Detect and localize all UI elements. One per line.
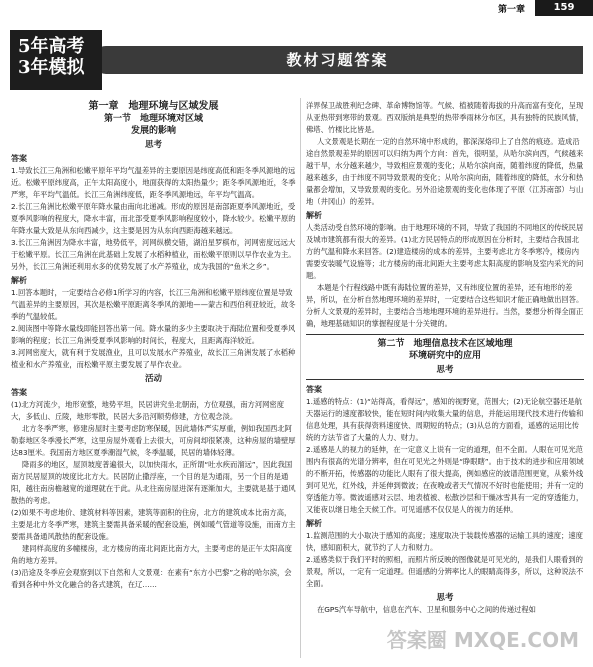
think-heading: 思考	[144, 140, 162, 150]
paragraph: 3.河网密度大，就有利于发展渔业，且可以发展水产养殖业，故长江三角洲发展了水稻种植业和水产养殖业，而松嫩平原主要发展了旱作农业。	[11, 348, 296, 369]
logo-line-2: 3年模拟	[18, 57, 85, 78]
paragraph: 2.遥感类似于我们平时的照相，而照片所反映的图像就是可见光的，是我们人眼看到的景观，所以，一定有一定道理。但遥感的分辨率比人的眼睛高得多，所以，这种说法不全面。	[306, 555, 584, 588]
chapter-tag: 第一章	[497, 5, 525, 15]
paragraph: 1.监测范围的大小取决于感知的高度；速度取决于装载传感器的运输工具的速度；速度快，感知面积大，就节约了人力和财力。	[306, 531, 583, 552]
analysis-label: 解析	[11, 276, 27, 285]
paragraph: 2.遥感是人的视力的延伸，在一定意义上说有一定的道理，但不全面。人眼在可见光范围内有很高的光谱分辨率，但在可见光之外则是“睁眼瞎”。由于技术的进步和应用领域的不断开拓，传感器的功能比人眼有了很大提高，例如感应的波谱范围更宽，从紫外线到可见光，红外线，并延伸到微波；在夜晚或者天气情况不好时也能使用；并有一定的穿透能力等。微波遥感对云层、地表植被、松散沙层和干燥冰雪具有一定的穿透能力，又能夜以继日地全天候工作。可见遥感不仅仅是人的视力的延伸。	[306, 445, 584, 514]
answer-label: 答案	[306, 385, 322, 394]
header	[10, 30, 583, 90]
paragraph: 1.遥感的特点：(1)“站得高，看得远”，感知的视野宽，范围大；(2)无论航空器还是航天器运行的速度都较快，能在短时间内收集大量的信息，并能运用现代技术进行传输和信息处理，具有获得资料速度快、周期短的特点；(3)从总的方面看，遥感的运用比传统的方法节省了大量的人力、财力。	[306, 397, 584, 442]
think-heading-2: 思考	[436, 593, 454, 603]
paragraph: 2.阅读图中等降水量线即能回答出第一问。降水量的多少主要取决于海陆位置和受夏季风影响的程度；长江三角洲受夏季风影响的时间长，程度大，且距离海洋较近。	[11, 324, 296, 345]
paragraph: 人类活动受自然环境的影响。由于地理环境的不同，导致了我国的不同地区的传统民居及城市建筑都有很大的差异。(1)北方民居特点的形成原因在分析时，主要结合我国北方的气温和降水来回答。(2)建造楼房的成本的差异，主要考虑北方冬季寒冷，楼房内需要安装暖气设施等；北方楼房的南北间距大主要考虑太阳高度的影响及室内采光的问题。	[306, 223, 584, 280]
paragraph: 洋界保卫战胜利纪念碑、革命博物馆等。气候、植被随着海拔的升高而富有变化，呈现从亚热带到寒带的景观。西双版纳是典型的热带季雨林分布区，具有独特的民族风情，佛塔、竹楼比比皆是。	[306, 101, 584, 134]
section-title-line-1: 第一节 地理环境对区域	[103, 114, 203, 124]
paragraph: 在GPS汽车导航中，信息在汽车、卫星和服务中心之间的传递过程如	[316, 605, 536, 614]
banner-title: 教材习题答案	[92, 46, 583, 74]
paragraph: 1.回答本题时，一定要结合必修1所学习的内容，长江三角洲和松嫩平原纬度位置是导致气温差异的主要原因，其次是松嫩平原距离冬季风的源地——蒙古和西伯利亚较近，故冬季的气温较低。	[11, 288, 296, 321]
chapter-title: 第一章 地理环境与区域发展	[88, 101, 219, 112]
paragraph: (2)如果不考虑地价、建筑材料等因素，建筑等面积的住房，北方的建筑成本比南方高，主要是北方冬季严寒，建筑主要需具备采暖的配套设施，例如暖气管道等设施，而南方主要需具备通风散热的配套设施。	[11, 508, 296, 541]
column-divider	[300, 98, 301, 658]
logo-line-1: 5年高考	[18, 36, 85, 57]
section-2-heading	[306, 334, 584, 380]
page-number-badge: 159	[535, 0, 593, 16]
analysis-label: 解析	[306, 519, 322, 528]
think-heading: 思考	[436, 365, 454, 375]
paragraph: (3)沿途及冬季应会观察到以下自然和人文景观：在素有“东方小巴黎”之称的哈尔滨，会看到各种中外文化融合的各式建筑，在辽……	[11, 568, 292, 589]
analysis-label: 解析	[306, 211, 322, 220]
right-column	[306, 100, 584, 616]
logo	[10, 30, 102, 90]
answer-label: 答案	[11, 388, 27, 397]
section-2-title-line-1: 第二节 地理信息技术在区域地理	[377, 339, 513, 349]
paragraph: 3.长江三角洲因为降水丰富，地势低平，河网纵横交错，湖泊星罗棋布，河网密度远远大于松嫩平原。长江三角洲在此基础上发展了水稻种植业，而松嫩平原则以早作农业为主。另外，长江三角洲还利用水多的优势发展了水产养殖业，成为我国的“鱼米之乡”。	[11, 238, 296, 271]
activity-heading: 活动	[144, 374, 162, 384]
paragraph: 北方冬季严寒，修建房屋时主要考虑防寒保暖，因此墙体严实厚重，例如我国西北阿勒泰地区冬季漫长严寒，这里房屋外观看上去很大，可房间却很紧凑，这种房屋的墙壁厚达83厘米。我国南方地区夏季潮湿气候，冬季温暖，民居的墙体轻薄。	[11, 424, 296, 457]
paragraph: 降雨多的地区，屋顶坡度普遍很大，以加快雨水，正所谓“吐水疾而溜远”，因此我国南方民居屋顶的坡度比北方大。民居防止撒浮座，一个目的是为通雨，另一个目的是通阳，越往南房檐越宽的道理就在于此。从北往南房屋进深有逐渐加大，主要就是基于通风散热的考虑。	[11, 460, 296, 505]
paragraph: 本题是个行程线路中既有海陆位置的差异，又有纬度位置的差异，还有地形的差异，所以，在分析自然地理环境的差异时，一定要结合这些知识才能正确地做出回答。分析人文景观的差异时，主要结合当地地理环境的差异进行。当然，要想分析得全面正确，地理基础知识的掌握程度是十分关键的。	[306, 283, 584, 328]
top-bar	[0, 0, 593, 18]
paragraph: 人文景观是长期在一定的自然环境中形成的，都深深烙印上了自然的痕迹。造成沿途自然景观差异的原因可以归纳为两个方向：首先，很明显，从哈尔滨向西，气候越来越干旱，水分越来越少，导致相应景观的变化；从哈尔滨向南，随着纬度的降低，热量越来越多，由于纬度不同导致景观的变化；从哈尔滨向南，随着纬度的降低，水分和热量都会增加，又导致景观的变化。另外沿途景观的变化也体现了平原（江苏南部）与山地（井冈山）的差异。	[306, 137, 584, 206]
paragraph: 2.长江三角洲比松嫩平原年降水量由南向北递减。形成的原因是南部距夏季风源地近，受夏季风影响的程度大，降水丰富，而北部受夏季风影响程度较小，降水较少。松嫩平原的年降水量大致是从东向西减少，这主要是因为从东向西距海越来越远。	[11, 202, 296, 235]
watermark: 答案圈 MXQE.COM	[386, 628, 579, 652]
section-title-line-2: 发展的影响	[130, 126, 176, 136]
left-column	[11, 100, 296, 591]
section-2-title-line-2: 环境研究中的应用	[408, 351, 481, 361]
answer-label: 答案	[11, 154, 27, 163]
paragraph: 1.导致长江三角洲和松嫩平原年平均气温差异的主要原因是纬度高低和距冬季风源地的远近。松嫩平原纬度高，正午太阳高度小，地面获得的太阳热量少；距冬季风源地近，冬季严寒，年平均气温低。长江三角洲纬度低，距冬季风源地远，年平均气温高。	[11, 166, 296, 199]
paragraph: (1)北方河流少，地形宽整，地势平坦，民居讲究坐北朝南，方位观强，南方河网密度大，多低山、丘陵，地形零散，民居大多沿河顺势修建，方位观念淡。	[11, 400, 285, 421]
paragraph: 建同样高度的多幢楼房，北方楼房的南北间距比南方大，主要考虑的是正午太阳高度角的地方差异。	[11, 544, 292, 565]
